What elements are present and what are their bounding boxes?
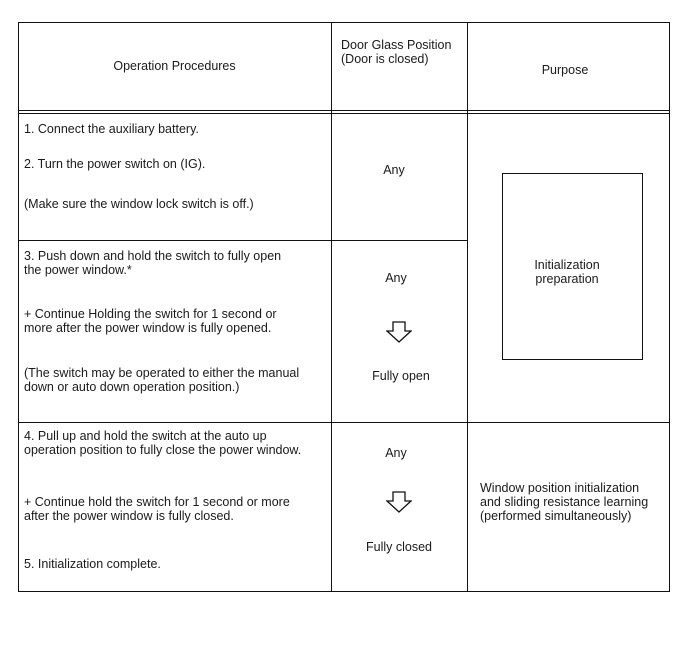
step-5-text: 5. Initialization complete. — [24, 557, 161, 571]
step-1-text: 1. Connect the auxiliary battery. — [24, 122, 199, 136]
row3-position-end: Fully closed — [366, 540, 432, 554]
step-3-continue-line2: more after the power window is fully opened. — [24, 321, 272, 335]
step-2-text: 2. Turn the power switch on (IG). — [24, 157, 206, 171]
down-arrow-outline-icon — [386, 321, 412, 343]
step-3-line2: the power window.* — [24, 263, 132, 277]
header-purpose: Purpose — [541, 63, 589, 77]
step-3-note-line2: down or auto down operation position.) — [24, 380, 240, 394]
column-divider-2 — [467, 22, 468, 592]
row2-position-start: Any — [385, 271, 407, 285]
header-divider-bottom — [18, 113, 670, 114]
step-4-continue-line2: after the power window is fully closed. — [24, 509, 234, 523]
step-4-line2: operation position to fully close the power window. — [24, 443, 302, 457]
purpose-preparation-line1: Initialization — [534, 258, 600, 272]
header-door-closed-note: (Door is closed) — [341, 52, 429, 66]
header-door-glass-position: Door Glass Position — [341, 38, 452, 52]
purpose-learning-line1: Window position initialization — [480, 481, 640, 495]
purpose-preparation-line2: preparation — [535, 272, 599, 286]
row-divider-1 — [18, 240, 468, 241]
step-3-continue-line1: + Continue Holding the switch for 1 second or — [24, 307, 277, 321]
step-3-line1: 3. Push down and hold the switch to fully open — [24, 249, 282, 263]
header-divider-top — [18, 110, 670, 111]
row1-position: Any — [383, 163, 405, 177]
purpose-learning-line2: and sliding resistance learning — [480, 495, 649, 509]
down-arrow-outline-icon — [386, 491, 412, 513]
step-4-continue-line1: + Continue hold the switch for 1 second or more — [24, 495, 290, 509]
column-divider-1 — [331, 22, 332, 592]
row3-position-start: Any — [385, 446, 407, 460]
step-2-note: (Make sure the window lock switch is off.) — [24, 197, 254, 211]
purpose-learning-line3: (performed simultaneously) — [480, 509, 632, 523]
row2-position-end: Fully open — [372, 369, 430, 383]
step-4-line1: 4. Pull up and hold the switch at the auto up — [24, 429, 267, 443]
row-divider-2 — [18, 422, 670, 423]
step-3-note-line1: (The switch may be operated to either the manual — [24, 366, 300, 380]
header-operation-procedures: Operation Procedures — [113, 59, 236, 73]
